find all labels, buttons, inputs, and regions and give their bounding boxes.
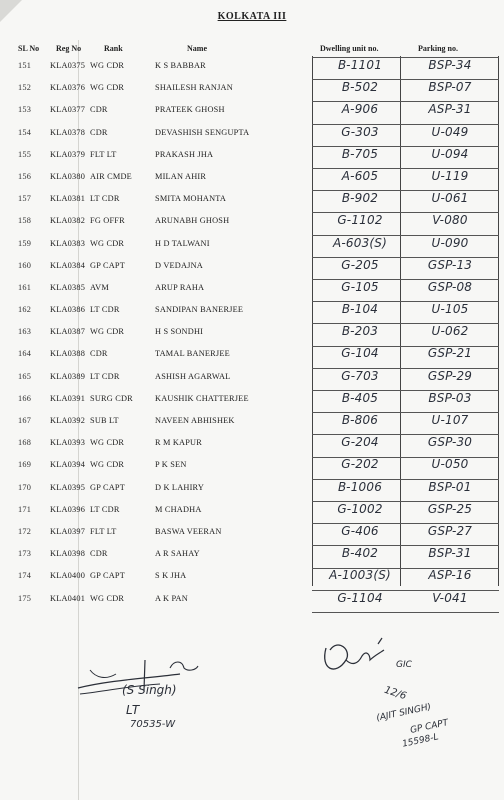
row-name: P K SEN: [155, 460, 187, 470]
table-horizontal-rule: [312, 301, 499, 302]
row-dwelling-unit: G-104: [341, 346, 379, 361]
table-row: [0, 279, 504, 301]
table-horizontal-rule: [312, 612, 499, 613]
row-rank: AVM: [90, 282, 109, 292]
row-name: K S BABBAR: [155, 61, 206, 70]
row-rank: AIR CMDE: [90, 171, 132, 181]
row-parking-no: GSP-08: [427, 279, 473, 294]
row-sl-no: 172: [18, 526, 32, 536]
row-dwelling-unit: A-1003(S): [329, 568, 391, 583]
row-parking-no: U-062: [431, 324, 469, 339]
table-row: [0, 345, 504, 367]
row-dwelling-unit: B-502: [341, 80, 379, 95]
left-signature-name: (S Singh): [122, 683, 177, 697]
row-sl-no: 162: [18, 305, 32, 315]
row-sl-no: 167: [18, 416, 32, 425]
row-rank: WG CDR: [90, 327, 125, 337]
row-sl-no: 152: [18, 83, 32, 93]
row-reg-no: KLA0395: [50, 482, 86, 492]
row-reg-no: KLA0397: [50, 526, 86, 536]
row-sl-no: 169: [18, 460, 32, 470]
header-parking: Parking no.: [418, 44, 459, 53]
row-dwelling-unit: B-405: [341, 390, 379, 405]
row-sl-no: 163: [18, 327, 32, 337]
row-parking-no: U-119: [431, 168, 469, 183]
row-sl-no: 174: [18, 571, 32, 581]
row-dwelling-unit: G-1002: [337, 501, 383, 516]
row-reg-no: KLA0376: [50, 83, 86, 93]
row-dwelling-unit: B-806: [341, 413, 379, 427]
row-reg-no: KLA0385: [50, 282, 86, 292]
row-rank: CDR: [90, 105, 108, 115]
row-parking-no: GSP-21: [427, 346, 473, 361]
row-reg-no: KLA0383: [50, 238, 86, 248]
table-horizontal-rule: [312, 346, 499, 347]
table-horizontal-rule: [312, 124, 499, 125]
table-row: [0, 212, 504, 234]
row-name: S K JHA: [155, 571, 187, 581]
row-reg-no: KLA0396: [50, 504, 86, 514]
right-signature-name: (AJIT SINGH): [375, 702, 433, 724]
row-sl-no: 173: [18, 549, 32, 559]
row-rank: FG OFFR: [90, 216, 125, 226]
row-parking-no: ASP-16: [428, 568, 472, 583]
row-name: ARUNABH GHOSH: [155, 216, 230, 226]
table-row: [0, 479, 504, 501]
table-horizontal-rule: [312, 390, 499, 391]
row-sl-no: 170: [18, 482, 32, 492]
row-sl-no: 164: [18, 349, 32, 359]
row-reg-no: KLA0387: [50, 327, 86, 337]
row-rank: FLT LT: [90, 149, 117, 159]
table-horizontal-rule: [312, 235, 499, 236]
row-sl-no: 155: [18, 149, 32, 159]
right-signature-number: 15598-L: [401, 732, 440, 750]
table-row: [0, 101, 504, 123]
row-dwelling-unit: G-303: [341, 124, 379, 139]
row-name: SHAILESH RANJAN: [155, 83, 233, 93]
table-row: [0, 434, 504, 456]
row-name: D K LAHIRY: [155, 482, 205, 492]
row-name: H D TALWANI: [155, 238, 210, 248]
row-dwelling-unit: A-603(S): [332, 235, 388, 250]
row-dwelling-unit: G-703: [341, 368, 379, 383]
row-name: SMITA MOHANTA: [155, 194, 227, 204]
row-parking-no: U-049: [431, 124, 469, 139]
table-horizontal-rule: [312, 457, 499, 458]
row-sl-no: 168: [18, 438, 32, 448]
row-name: PRAKASH JHA: [155, 149, 214, 159]
row-rank: FLT LT: [90, 526, 117, 536]
row-rank: SURG CDR: [90, 393, 133, 403]
table-row: [0, 323, 504, 345]
row-rank: WG CDR: [90, 438, 125, 448]
table-horizontal-rule: [312, 101, 499, 102]
row-reg-no: KLA0392: [50, 416, 86, 425]
row-parking-no: BSP-31: [428, 546, 472, 561]
row-rank: WG CDR: [90, 460, 125, 470]
header-name: Name: [187, 44, 207, 53]
row-dwelling-unit: B-402: [341, 546, 379, 561]
document-title: KOLKATA III: [217, 11, 287, 22]
row-parking-no: BSP-03: [428, 390, 472, 405]
row-reg-no: KLA0393: [50, 438, 86, 448]
row-name: M CHADHA: [155, 504, 202, 514]
row-reg-no: KLA0386: [50, 305, 86, 315]
row-dwelling-unit: G-406: [341, 523, 379, 538]
table-horizontal-rule: [312, 434, 499, 435]
row-rank: CDR: [90, 549, 108, 559]
row-dwelling-unit: B-104: [341, 302, 379, 317]
table-row: [0, 390, 504, 412]
table-row: [0, 146, 504, 168]
row-rank: GP CAPT: [90, 260, 125, 270]
right-signature-note: GIC: [396, 660, 412, 670]
table-horizontal-rule: [312, 57, 499, 58]
table-horizontal-rule: [312, 190, 499, 191]
table-body: [0, 57, 504, 612]
table-horizontal-rule: [312, 323, 499, 324]
row-rank: LT CDR: [90, 305, 120, 315]
table-row: [0, 567, 504, 589]
row-rank: SUB LT: [90, 416, 119, 425]
header-dwelling: Dwelling unit no.: [320, 44, 379, 53]
row-reg-no: KLA0377: [50, 105, 86, 115]
row-name: DEVASHISH SENGUPTA: [155, 127, 250, 137]
row-sl-no: 156: [18, 171, 32, 181]
table-row: [0, 79, 504, 101]
table-row: [0, 368, 504, 390]
row-name: A R SAHAY: [155, 549, 200, 559]
row-sl-no: 160: [18, 260, 32, 270]
row-reg-no: KLA0394: [50, 460, 86, 470]
header-reg-no: Reg No: [56, 44, 82, 53]
row-reg-no: KLA0401: [50, 593, 86, 603]
row-dwelling-unit: G-1102: [337, 213, 383, 228]
row-sl-no: 171: [18, 504, 32, 514]
row-rank: WG CDR: [90, 83, 125, 93]
table-horizontal-rule: [312, 523, 499, 524]
row-sl-no: 153: [18, 105, 32, 115]
header-sl-no: SL No: [18, 44, 40, 53]
row-reg-no: KLA0388: [50, 349, 86, 359]
table-row: [0, 501, 504, 523]
row-reg-no: KLA0398: [50, 549, 86, 559]
row-rank: LT CDR: [90, 194, 120, 204]
row-parking-no: V-041: [432, 590, 468, 605]
row-name: D VEDAJNA: [155, 260, 203, 270]
row-parking-no: U-061: [431, 191, 469, 206]
row-reg-no: KLA0375: [50, 61, 86, 70]
row-rank: WG CDR: [90, 61, 125, 70]
row-parking-no: GSP-27: [427, 523, 473, 538]
row-name: TAMAL BANERJEE: [155, 349, 230, 359]
row-rank: GP CAPT: [90, 482, 125, 492]
row-parking-no: U-094: [431, 146, 469, 161]
table-horizontal-rule: [312, 168, 499, 169]
row-parking-no: BSP-07: [428, 80, 472, 95]
row-sl-no: 154: [18, 127, 32, 137]
table-row: [0, 168, 504, 190]
row-rank: WG CDR: [90, 593, 125, 603]
table-row: [0, 57, 504, 79]
row-dwelling-unit: B-902: [341, 191, 379, 206]
row-rank: LT CDR: [90, 504, 120, 514]
row-reg-no: KLA0384: [50, 260, 86, 270]
row-reg-no: KLA0400: [50, 571, 86, 581]
table-horizontal-rule: [312, 479, 499, 480]
row-sl-no: 175: [18, 593, 32, 603]
table-horizontal-rule: [312, 257, 499, 258]
row-name: KAUSHIK CHATTERJEE: [155, 393, 249, 403]
table-horizontal-rule: [312, 279, 499, 280]
row-parking-no: GSP-29: [427, 368, 473, 383]
row-parking-no: U-105: [431, 302, 469, 317]
row-name: NAVEEN ABHISHEK: [155, 416, 235, 425]
row-dwelling-unit: G-1104: [337, 590, 383, 605]
left-signature: [70, 650, 240, 750]
table-row: [0, 257, 504, 279]
row-parking-no: V-080: [432, 213, 468, 228]
table-header: [0, 42, 504, 56]
row-dwelling-unit: B-705: [341, 146, 379, 161]
row-dwelling-unit: G-205: [341, 257, 379, 272]
row-rank: GP CAPT: [90, 571, 125, 581]
row-sl-no: 165: [18, 371, 32, 381]
row-sl-no: 151: [18, 61, 32, 70]
table-row: [0, 523, 504, 545]
row-rank: LT CDR: [90, 371, 120, 381]
row-parking-no: GSP-13: [427, 257, 473, 272]
row-parking-no: BSP-34: [428, 58, 472, 72]
row-dwelling-unit: G-105: [341, 279, 379, 294]
row-rank: CDR: [90, 127, 108, 137]
row-sl-no: 159: [18, 238, 32, 248]
row-parking-no: U-090: [431, 235, 469, 250]
row-dwelling-unit: G-202: [341, 457, 379, 472]
row-dwelling-unit: B-203: [341, 324, 379, 339]
table-row: [0, 590, 504, 612]
row-name: H S SONDHI: [155, 327, 204, 337]
row-parking-no: U-050: [431, 457, 469, 472]
row-parking-no: GSP-25: [427, 501, 473, 516]
row-reg-no: KLA0382: [50, 216, 86, 226]
row-sl-no: 166: [18, 393, 32, 403]
row-name: R M KAPUR: [155, 438, 202, 448]
row-sl-no: 158: [18, 216, 32, 226]
row-dwelling-unit: A-906: [341, 102, 379, 117]
row-reg-no: KLA0391: [50, 393, 86, 403]
table-horizontal-rule: [312, 568, 499, 569]
row-rank: WG CDR: [90, 238, 125, 248]
table-horizontal-rule: [312, 545, 499, 546]
left-signature-number: 70535-W: [130, 719, 176, 730]
row-parking-no: BSP-01: [428, 479, 472, 494]
row-name: BASWA VEERAN: [155, 526, 222, 536]
row-sl-no: 161: [18, 282, 32, 292]
row-parking-no: U-107: [431, 413, 469, 427]
row-reg-no: KLA0378: [50, 127, 86, 137]
row-sl-no: 157: [18, 194, 32, 204]
right-signature-date: 12/6: [382, 684, 408, 703]
row-parking-no: GSP-30: [427, 435, 473, 450]
row-rank: CDR: [90, 349, 108, 359]
table-horizontal-rule: [312, 146, 499, 147]
row-dwelling-unit: G-204: [341, 435, 379, 450]
row-name: ASHISH AGARWAL: [155, 371, 231, 381]
row-parking-no: ASP-31: [428, 102, 472, 117]
row-reg-no: KLA0380: [50, 171, 86, 181]
row-name: SANDIPAN BANERJEE: [155, 305, 244, 315]
left-signature-rank: LT: [126, 703, 140, 717]
row-name: A K PAN: [155, 593, 188, 603]
right-signature-rank: GP CAPT: [409, 718, 450, 736]
header-rank: Rank: [104, 44, 123, 53]
row-name: ARUP RAHA: [155, 282, 205, 292]
table-horizontal-rule: [312, 368, 499, 369]
table-horizontal-rule: [312, 412, 499, 413]
row-reg-no: KLA0379: [50, 149, 86, 159]
row-dwelling-unit: A-605: [341, 168, 379, 183]
row-name: MILAN AHIR: [155, 171, 207, 181]
table-row: [0, 301, 504, 323]
row-name: PRATEEK GHOSH: [155, 105, 225, 115]
table-horizontal-rule: [312, 590, 499, 591]
table-row: [0, 545, 504, 567]
table-row: [0, 190, 504, 212]
table-horizontal-rule: [312, 501, 499, 502]
row-reg-no: KLA0389: [50, 371, 86, 381]
table-horizontal-rule: [312, 79, 499, 80]
row-reg-no: KLA0381: [50, 194, 86, 204]
table-row: [0, 412, 504, 434]
table-row: [0, 235, 504, 257]
table-horizontal-rule: [312, 212, 499, 213]
row-dwelling-unit: B-1006: [337, 479, 383, 494]
table-row: [0, 124, 504, 146]
table-row: [0, 456, 504, 478]
row-dwelling-unit: B-1101: [337, 58, 383, 72]
